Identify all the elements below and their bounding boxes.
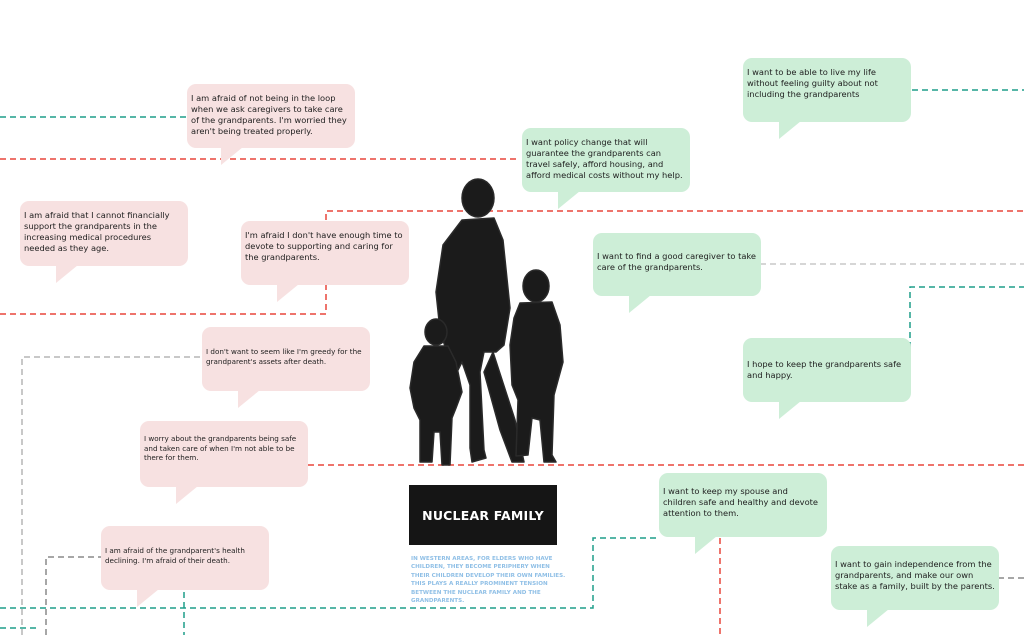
fear-bubble-safety [140, 421, 308, 487]
speech-tail-icon [56, 265, 78, 283]
fear-bubble-greedy [202, 327, 370, 391]
speech-tail-icon [558, 191, 580, 209]
want-text: I want to gain independence from the grandparents, and make our own stake as a family, built by the parents. [835, 559, 995, 591]
want-bubble-spouse [659, 473, 827, 537]
fear-text: I am afraid of not being in the loop when we ask caregivers to take care of the grandparents. I'm worried they aren't being treated properly. [191, 93, 347, 136]
want-text: I want to be able to live my life without feeling guilty about not including the grandparents [747, 67, 878, 99]
nuclear-family-title: NUCLEAR FAMILY [409, 485, 557, 545]
fear-text: I am afraid of the grandparent's health declining. I'm afraid of their death. [105, 546, 245, 565]
want-bubble-caregiver [593, 233, 761, 296]
speech-tail-icon [867, 609, 889, 627]
fear-text: I don't want to seem like I'm greedy for the grandparent's assets after death. [206, 347, 362, 366]
speech-tail-icon [779, 121, 801, 139]
fear-bubble-loop [187, 84, 355, 148]
want-text: I want to find a good caregiver to take care of the grandparents. [597, 251, 757, 272]
speech-tail-icon [779, 401, 801, 419]
nuclear-family-caption: IN WESTERN AREAS, FOR ELDERS WHO HAVE CHILDREN, THEY BECOME PERIPHERY WHEN THEIR CHILDREN DEVELOP THEIR OWN FAMILIES. THIS PLAYS A REALLY PROMINENT TENSION BETWEEN THE NUCLEAR FAMILY AND THE GRANDPARENTS. [411, 556, 566, 604]
speech-tail-icon [238, 390, 260, 408]
fear-bubble-finance [20, 201, 188, 266]
want-bubble-guilt [743, 58, 911, 122]
speech-tail-icon [277, 284, 299, 302]
speech-tail-icon [221, 147, 243, 165]
speech-tail-icon [695, 536, 717, 554]
want-text: I want policy change that will guarantee the grandparents can travel safely, afford housing, and afford medical costs without my help. [526, 137, 683, 180]
fear-bubble-health [101, 526, 269, 590]
fear-text: I am afraid that I cannot financially support the grandparents in the increasing medical procedures needed as they age. [24, 210, 170, 253]
speech-tail-icon [137, 589, 159, 607]
speech-tail-icon [176, 486, 198, 504]
want-bubble-independence [831, 546, 999, 610]
want-bubble-happy [743, 338, 911, 402]
want-text: I want to keep my spouse and children safe and healthy and devote attention to them. [663, 486, 819, 518]
fear-text: I'm afraid I don't have enough time to devote to supporting and caring for the grandparents. [245, 230, 403, 262]
fear-bubble-time [241, 221, 409, 285]
want-bubble-policy [522, 128, 690, 192]
speech-tail-icon [629, 295, 651, 313]
fear-text: I worry about the grandparents being safe and taken care of when I'm not able to be there for them. [144, 434, 297, 462]
want-text: I hope to keep the grandparents safe and happy. [747, 359, 902, 380]
